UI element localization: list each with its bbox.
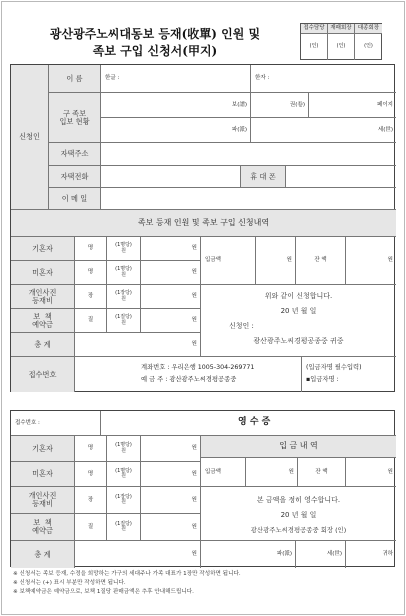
statement-recipient: 광산광주노씨경평공종중 귀중 bbox=[253, 337, 344, 345]
married-count[interactable]: 명 bbox=[75, 237, 107, 261]
address-field[interactable] bbox=[101, 143, 396, 166]
book-status-label: 구 족보 입보 현황 bbox=[49, 93, 101, 143]
receipt-issuer: 광산광주노씨경평공종중 회장 (인) bbox=[250, 526, 347, 534]
mobile-label: 휴 대 폰 bbox=[241, 166, 286, 188]
account-holder: 예 금 주 : 광산광주노씨경평공종중 bbox=[141, 376, 237, 383]
mobile-field[interactable] bbox=[286, 166, 396, 188]
married-label: 기혼자 bbox=[11, 237, 75, 261]
address-label: 자택주소 bbox=[49, 143, 101, 166]
receipt-photo-amount[interactable]: 원 bbox=[141, 487, 201, 514]
single-count[interactable]: 명 bbox=[75, 261, 107, 285]
application-form bbox=[10, 64, 395, 392]
form-title-line2: 족보 구입 신청서(甲지) bbox=[92, 44, 218, 58]
name-hanja-field[interactable]: 한자 : bbox=[251, 65, 396, 93]
approval-header-clan: 재패회장 bbox=[328, 24, 355, 34]
footnote-2: ※ 신청서는 (+) 표시 부분만 작성하면 됩니다. bbox=[13, 580, 126, 586]
receipt-single-amount[interactable]: 원 bbox=[141, 462, 201, 487]
receipt-book-amount[interactable]: 원 bbox=[141, 514, 201, 541]
book-count[interactable]: 질 bbox=[75, 309, 107, 333]
deposit-label: 입금액 bbox=[201, 237, 256, 285]
receipt-number-label[interactable]: 접수번호 : bbox=[11, 411, 101, 436]
book-amount[interactable]: 원 bbox=[141, 309, 201, 333]
footnote-1: ※ 신청서는 족보 등재, 수정을 희망하는 가구의 세대주나 가족 대표가 1장만 작성하면 됩니다. bbox=[13, 571, 241, 577]
receipt-details-header: 입 금 내 역 bbox=[201, 436, 396, 458]
approval-box bbox=[300, 23, 382, 60]
photo-count[interactable]: 장 bbox=[75, 285, 107, 309]
approval-header-reception: 접수담당 bbox=[301, 24, 328, 34]
statement-signer: 신청인 : bbox=[229, 322, 254, 330]
receipt-balance-won[interactable]: 원 bbox=[346, 458, 396, 487]
receipt-total-label: 총 계 bbox=[11, 541, 75, 568]
statement-date: 20 년 월 일 bbox=[280, 307, 317, 315]
receipt-married-amount[interactable]: 원 bbox=[141, 436, 201, 462]
book-page-field[interactable]: 페이지 bbox=[309, 93, 396, 118]
receipt-pa-field[interactable]: 파(派) bbox=[201, 541, 296, 568]
receipt-photo-label: 개인사진 등재비 bbox=[11, 487, 75, 514]
single-label: 미혼자 bbox=[11, 261, 75, 285]
balance-label: 잔 액 bbox=[296, 237, 346, 285]
footnote-3: ※ 보책예약금은 예약금으로, 보책 1질당 판매금액은 추후 안내해드립니다. bbox=[13, 589, 194, 595]
married-amount[interactable]: 원 bbox=[141, 237, 201, 261]
photo-amount[interactable]: 원 bbox=[141, 285, 201, 309]
book-gwon-field[interactable]: 권(卷) bbox=[251, 93, 309, 118]
book-unit: (1질당) 원 bbox=[107, 309, 141, 333]
reception-number-label: 접수번호 bbox=[11, 357, 75, 392]
book-bon-field[interactable]: 보(譜) bbox=[101, 93, 251, 118]
receipt-confirm-text: 본 금액을 정히 영수합니다. bbox=[256, 496, 341, 504]
email-label: 이 메 일 bbox=[49, 188, 101, 210]
phone-label: 자택전화 bbox=[49, 166, 101, 188]
receipt-single-label: 미혼자 bbox=[11, 462, 75, 487]
total-label: 총 계 bbox=[11, 333, 75, 357]
receipt-single-unit: (1명당) 원 bbox=[107, 462, 141, 487]
applicant-label: 신청인 bbox=[19, 132, 40, 142]
receipt-deposit-won[interactable]: 원 bbox=[246, 458, 298, 487]
receipt-photo-count[interactable]: 장 bbox=[75, 487, 107, 514]
receipt-book-count[interactable]: 질 bbox=[75, 514, 107, 541]
email-field[interactable] bbox=[101, 188, 396, 210]
approval-seal-1: (인) bbox=[301, 34, 328, 60]
book-reservation-label: 보 책 예약금 bbox=[11, 309, 75, 333]
receipt-single-count[interactable]: 명 bbox=[75, 462, 107, 487]
receipt-confirmation bbox=[201, 487, 396, 541]
total-amount[interactable]: 원 bbox=[75, 333, 201, 357]
approval-seal-3: (인) bbox=[364, 43, 373, 50]
receipt-photo-unit: (1장당) 원 bbox=[107, 487, 141, 514]
depositor-name[interactable]: ▪입금자명 : bbox=[306, 376, 339, 383]
deposit-note bbox=[302, 357, 396, 392]
receipt-married-count[interactable]: 명 bbox=[75, 436, 107, 462]
application-statement bbox=[201, 285, 396, 357]
photo-fee-label: 개인사진 등재비 bbox=[11, 285, 75, 309]
applicant-section bbox=[11, 65, 49, 210]
single-unit: (1명당) 원 bbox=[107, 261, 141, 285]
receipt-balance-label: 잔 액 bbox=[298, 458, 346, 487]
receipt-form bbox=[10, 410, 395, 567]
book-se-field[interactable]: 세(世) bbox=[251, 118, 396, 143]
receipt-se-field[interactable]: 세(世) bbox=[296, 541, 346, 568]
married-unit: (1명당) 원 bbox=[107, 237, 141, 261]
receipt-book-unit: (1질당) 원 bbox=[107, 514, 141, 541]
receipt-gwiha: 귀하 bbox=[382, 551, 393, 558]
approval-seal-2: (인) bbox=[328, 34, 355, 60]
phone-field[interactable] bbox=[101, 166, 241, 188]
details-header: 족보 등재 인원 및 족보 구입 신청내역 bbox=[11, 210, 396, 237]
deposit-note-required: (입금자명 필수입력) bbox=[306, 364, 362, 371]
single-amount[interactable]: 원 bbox=[141, 261, 201, 285]
photo-unit: (1장당) 원 bbox=[107, 285, 141, 309]
receipt-deposit-label: 입금액 bbox=[201, 458, 246, 487]
approval-header-head: 대종회장 bbox=[355, 24, 382, 34]
deposit-won[interactable]: 원 bbox=[256, 237, 296, 285]
receipt-married-unit: (1명당) 원 bbox=[107, 436, 141, 462]
account-number: 계좌번호 : 우리은행 1005-304-269771 bbox=[141, 364, 255, 371]
book-pa-field[interactable]: 파(派) bbox=[101, 118, 251, 143]
receipt-date: 20 년 월 일 bbox=[280, 511, 317, 519]
receipt-book-label: 보 책 예약금 bbox=[11, 514, 75, 541]
name-label: 이 름 bbox=[49, 65, 101, 93]
footnotes bbox=[13, 570, 395, 597]
statement-text: 위와 같이 신청합니다. bbox=[264, 292, 333, 300]
account-info bbox=[75, 357, 302, 392]
receipt-total-amount[interactable]: 원 bbox=[75, 541, 201, 568]
name-hangul-field[interactable]: 한글 : bbox=[101, 65, 251, 93]
balance-won[interactable]: 원 bbox=[346, 237, 396, 285]
receipt-married-label: 기혼자 bbox=[11, 436, 75, 462]
form-title-line1: 광산광주노씨대동보 등재(收單) 인원 및 bbox=[49, 27, 261, 41]
receipt-title: 영 수 증 bbox=[101, 411, 396, 436]
